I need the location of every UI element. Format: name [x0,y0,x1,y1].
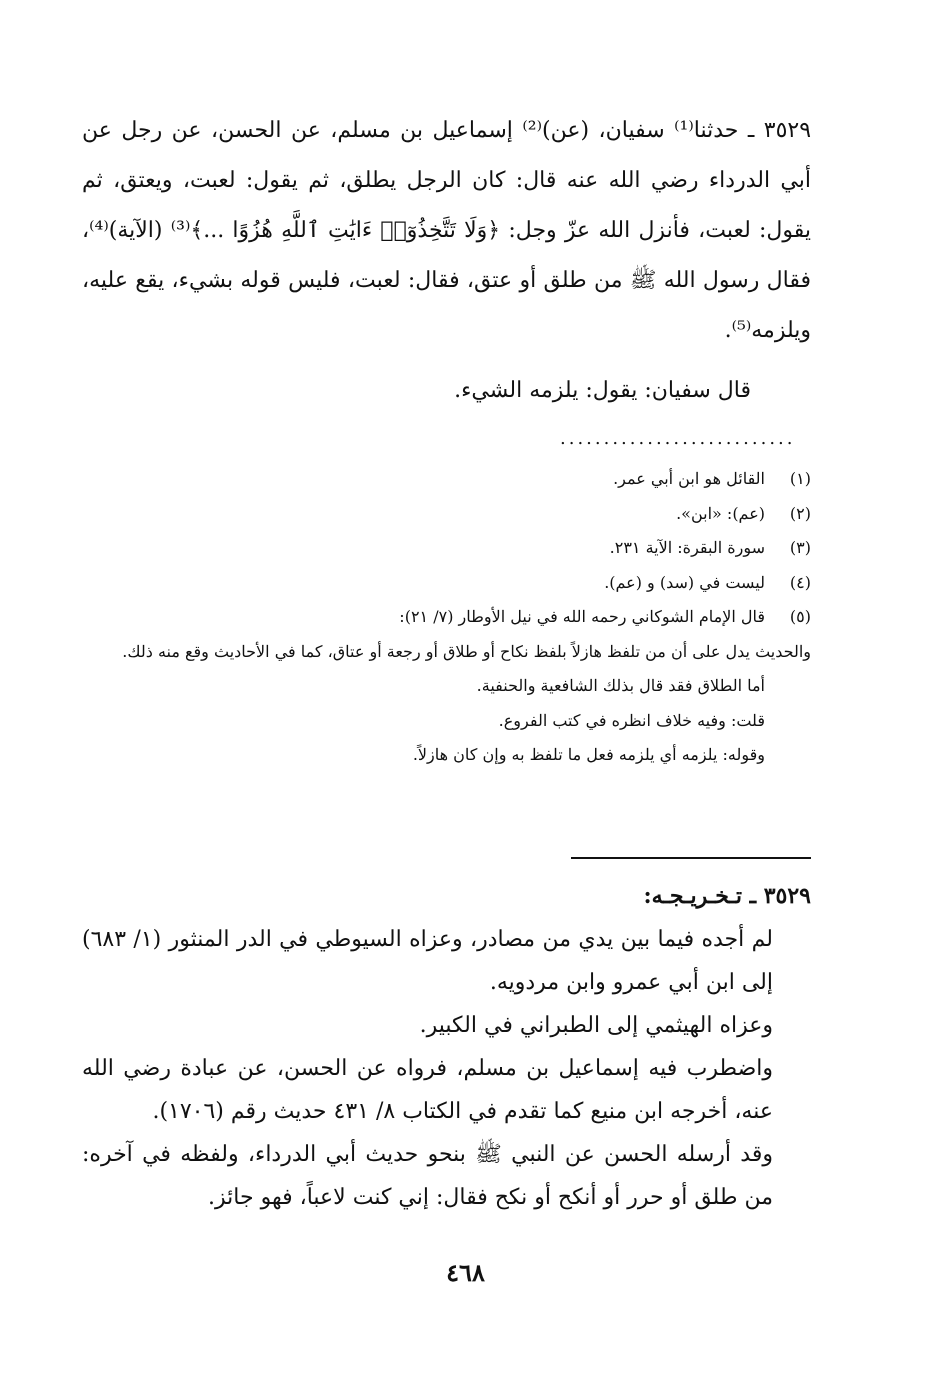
footnote-number: (٣) [789,538,811,557]
footnote-number: (٢) [789,503,811,523]
footnote-text: القائل هو ابن أبي عمر. [613,469,765,488]
takhrij-heading: ٣٥٢٩ ـ تـخـريـجـه: [643,883,811,909]
footnote-number: (١) [789,469,811,488]
takhrij-paragraph: واضطرب فيه إسماعيل بن مسلم، فرواه عن الحسن، عن عبادة رضي الله عنه، أخرجه ابن منيع كما تقدم في الكتاب ٨/ ٤٣١ حديث رقم (١٧٠٦). [82,1056,773,1124]
hadith-text [82,106,811,356]
footnote-text: سورة البقرة: الآية ٢٣١. [609,538,765,557]
footnote-number: (٤) [789,572,811,592]
footnote-text: قال الإمام الشوكاني رحمه الله في نيل الأوطار (٧/ ٢١): [399,607,765,626]
footnote-line: قلت: وفيه خلاف انظره في كتب الفروع. [498,710,765,730]
footnote-text: (عم): «ابن». [676,503,765,523]
footnote-line: وقوله: يلزمه أي يلزمه فعل ما تلفظ به وإن كان هازلاً. [412,745,765,764]
takhrij-paragraph: وعزاه الهيثمي إلى الطبراني في الكبير. [419,1013,773,1038]
footnote-item [82,497,811,532]
footnote-continuation: والحديث يدل على أن من تلفظ هازلاً بلفظ نكاح أو طلاق أو رجعة أو عتاق، كما في الأحاديث وقع منه ذلك. [122,641,811,661]
footnote-item [82,462,811,497]
page-number: ٤٦٨ [446,1258,485,1287]
footnote-line: أما الطلاق فقد قال بذلك الشافعية والحنفية. [476,676,765,695]
sufyan-quote: قال سفيان: يقول: يلزمه الشيء. [454,378,751,403]
footnote-item [82,600,811,635]
footnote-item [82,566,811,601]
footnote-item [82,531,811,566]
section-divider [571,857,811,859]
hadith-paragraph: ٣٥٢٩ ـ حدثنا⁽¹⁾ سفيان، (عن)⁽²⁾ إسماعيل بن مسلم، عن الحسن، عن رجل عن أبي الدرداء رضي الله عنه قال: كان الرجل يطلق، ثم يقول: لعبت، ويعتق، ثم يقول: لعبت، فأنزل الله عزّ وجل: ﴿وَلَا تَتَّخِذُوٓا۟ ءَايَٰتِ ٱللَّهِ هُزُوًا ...﴾⁽³⁾ (الآية)⁽⁴⁾، فقال رسول الله ﷺ من طلق أو عتق، فقال: لعبت، فليس قوله بشيء، يقع عليه، ويلزمه⁽⁵⁾. [82,118,812,343]
takhrij-section [82,875,811,1219]
takhrij-paragraph: وقد أرسله الحسن عن النبي ﷺ بنحو حديث أبي الدرداء، ولفظه في آخره: من طلق أو حرر أو أنكح أو نكح فقال: إني كنت لاعباً، فهو جائز. [82,1142,773,1210]
footnotes [82,462,811,773]
footnote-separator: ........................... [560,428,796,449]
footnote-text: ليست في (سد) و (عم). [604,572,765,592]
footnote-number: (٥) [789,607,811,626]
takhrij-paragraph: لم أجده فيما بين يدي من مصادر، وعزاه السيوطي في الدر المنثور (١/ ٦٨٣) إلى ابن أبي عمرو وابن مردويه. [82,927,773,995]
